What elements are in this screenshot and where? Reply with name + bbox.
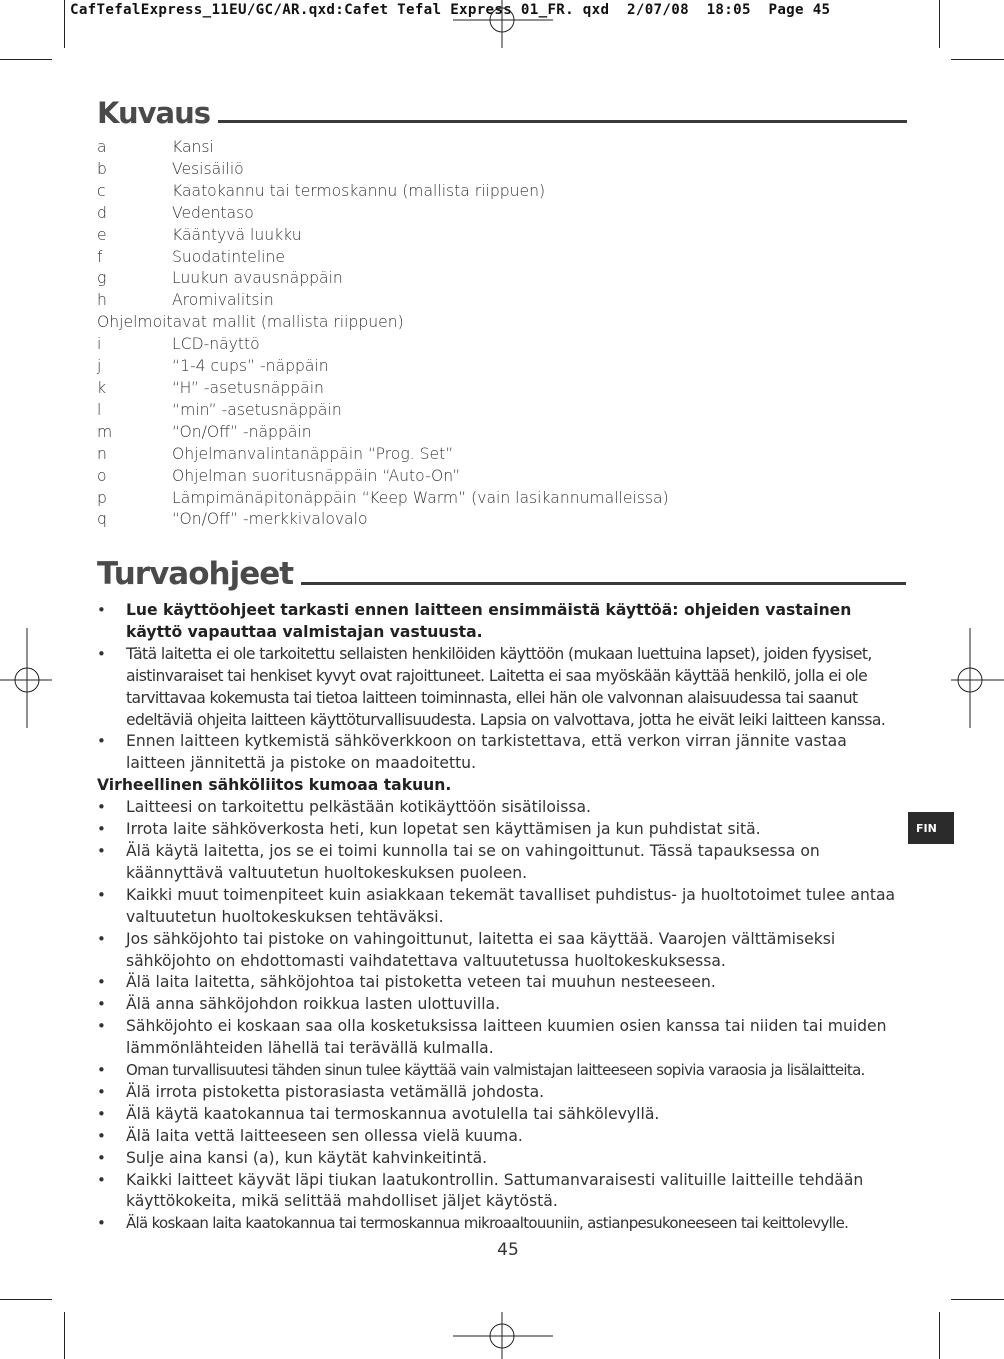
item-label: Vedentaso [172, 203, 254, 222]
list-item [97, 797, 909, 819]
print-slug-line: CafTefalExpress_11EU/GC/AR.qxd:Cafet Tefal Express 01_FR. qxd 2/07/08 18:05 Page 45 [70, 2, 831, 18]
item-label: “On/Off” -merkkivalovalo [172, 510, 368, 529]
list-item [97, 644, 909, 732]
bullet-icon: • [97, 1126, 106, 1145]
crop-mark [0, 1299, 52, 1300]
bullet-icon: • [97, 885, 106, 904]
item-key: e [97, 225, 107, 244]
item-label: Ohjelmanvalintanäppäin “Prog. Set” [172, 444, 454, 463]
list-item [97, 885, 909, 929]
list-item [97, 731, 909, 775]
bullet-icon: • [97, 601, 106, 619]
item-key: f [97, 247, 103, 266]
item-key: n [97, 444, 107, 463]
list-item [97, 600, 909, 644]
item-label: LCD-näyttö [172, 335, 260, 354]
list-item [97, 225, 897, 247]
section-title: Turvaohjeet [97, 556, 294, 592]
item-key: a [97, 138, 107, 156]
list-item [97, 334, 897, 356]
list-item [97, 466, 897, 488]
bullet-icon: • [97, 1214, 106, 1233]
list-item [97, 137, 897, 159]
crop-mark [939, 1312, 940, 1359]
item-key: d [97, 203, 107, 222]
list-item [97, 1126, 909, 1148]
bullet-icon: • [97, 732, 106, 751]
item-key: l [97, 400, 102, 419]
parts-list [97, 137, 897, 531]
item-text: Kaikki muut toimenpiteet kuin asiakkaan tekemät tavalliset puhdistus- ja huoltotoimet tulee antaa valtuutetun huoltokeskuksen tehtäväksi. [126, 885, 896, 926]
item-text: Älä käytä kaatokannua tai termoskannua avotulella tai sähkölevyllä. [126, 1104, 660, 1123]
item-text: Lue käyttöohjeet tarkasti ennen laitteen ensimmäistä käyttöä: ohjeiden vastainen käyttö vapauttaa valmistajan vastuusta. [126, 601, 852, 641]
item-label: Kansi [172, 138, 214, 156]
list-item [97, 488, 897, 510]
registration-mark-icon [453, 1312, 553, 1359]
list-item [97, 509, 897, 531]
item-label: Kaatokannu tai termoskannu (mallista riippuen) [172, 181, 546, 200]
bullet-icon: • [97, 1148, 106, 1167]
section-heading-description [97, 96, 907, 130]
list-item [97, 1060, 909, 1082]
item-text: Sulje aina kansi (a), kun käytät kahvinkeitintä. [126, 1148, 488, 1167]
language-tab: FIN [908, 812, 954, 844]
item-key: q [97, 510, 107, 529]
list-item [97, 1104, 909, 1126]
list-item [97, 1016, 909, 1060]
bullet-icon: • [97, 820, 106, 839]
section-title: Kuvaus [97, 96, 210, 130]
safety-list-top [97, 600, 909, 775]
item-label: Suodatinteline [172, 247, 285, 266]
item-text: Älä laita laitetta, sähköjohtoa tai pistoketta veteen tai muuhun nesteeseen. [126, 973, 716, 992]
item-label: Lämpimänäpitonäppäin “Keep Warm” (vain lasikannumalleissa) [172, 488, 669, 507]
item-text: Ennen laitteen kytkemistä sähköverkkoon on tarkistettava, että verkon virran jännite vastaa laitteen jännitettä ja pistoke on maadoitettu. [126, 732, 847, 773]
crop-mark [939, 0, 940, 48]
item-text: Kaikki laitteet käyvät läpi tiukan laatukontrollin. Sattumanvaraisesti valituille laitteille tehdään käyttökokeita, mikä selittää mahdolliset jäljet käytöstä. [126, 1170, 864, 1211]
item-text: Tätä laitetta ei ole tarkoitettu sellaisten henkilöiden käyttöön (mukaan luettuina lapset), joiden fyysiset, aistinvaraiset tai henkiset kyvyt ovat rajoittuneet. Laitetta ei saa myöskään käyttää henkilö, jolla ei ole tarvittavaa kokemusta tai tietoa laitteen toiminnasta, ellei hän ole valvonnan alaisuudessa tai saanut edeltäviä ohjeita laitteen käyttöturvallisuudesta. Lapsia on valvottava, jotta he eivät leiki laitteen kanssa. [126, 644, 886, 729]
item-text: Oman turvallisuutesi tähden sinun tulee käyttää vain valmistajan laitteeseen sopivia varaosia ja lisälaitteita. [126, 1061, 865, 1080]
item-text: Jos sähköjohto tai pistoke on vahingoittunut, laitetta ei saa käyttää. Vaarojen välttämiseksi sähköjohto on ehdottomasti vaihdatettava valtuutetussa huoltokeskuksessa. [126, 929, 836, 970]
list-item [97, 841, 909, 885]
item-label: “H” -asetusnäppäin [172, 378, 324, 397]
crop-mark [0, 59, 52, 60]
list-item [97, 356, 897, 378]
item-text: Irrota laite sähköverkosta heti, kun lopetat sen käyttämisen ja kun puhdistat sitä. [126, 820, 761, 839]
crop-mark [64, 1312, 65, 1359]
item-key: p [97, 488, 107, 507]
bullet-icon: • [97, 798, 106, 817]
list-item [97, 819, 909, 841]
list-item [97, 1170, 909, 1214]
safety-instructions [97, 600, 909, 1235]
list-item [97, 181, 897, 203]
item-label: “min” -asetusnäppäin [172, 400, 342, 419]
list-item [97, 994, 909, 1016]
list-item [97, 422, 897, 444]
list-item [97, 159, 897, 181]
item-text: Sähköjohto ei koskaan saa olla kosketuksissa laitteen kuumien osien kanssa tai niiden tai muiden lämmönlähteiden lähellä tai terävällä kulmalla. [126, 1017, 887, 1058]
crop-mark [951, 59, 1004, 60]
list-item [97, 1148, 909, 1170]
bullet-icon: • [97, 929, 106, 948]
item-label: Aromivalitsin [172, 291, 274, 310]
list-item [97, 268, 897, 290]
list-item [97, 312, 897, 334]
list-item [97, 203, 897, 225]
item-label: Kääntyvä luukku [172, 225, 302, 244]
list-item [97, 972, 909, 994]
item-text: Älä laita vettä laitteeseen sen ollessa vielä kuuma. [126, 1126, 523, 1145]
bullet-icon: • [97, 1170, 106, 1189]
heading-rule [218, 120, 907, 123]
heading-rule [301, 582, 906, 585]
bullet-icon: • [97, 1017, 106, 1036]
bullet-icon: • [97, 841, 106, 860]
registration-mark-icon [453, 0, 553, 48]
page-number: 45 [497, 1240, 519, 1260]
item-key: b [97, 159, 107, 178]
item-text: Laitteesi on tarkoitettu pelkästään kotikäyttöön sisätiloissa. [126, 798, 592, 817]
item-label: Vesisäiliö [172, 159, 244, 178]
item-key: c [97, 181, 106, 200]
item-text: Älä käytä laitetta, jos se ei toimi kunnolla tai se on vahingoittunut. Tässä tapauksessa on käännyttävä valtuutetun huoltokeskuksen puoleen. [126, 841, 820, 882]
list-item [97, 1082, 909, 1104]
crop-mark [64, 0, 65, 48]
bullet-icon: • [97, 644, 106, 663]
item-key: m [97, 422, 113, 441]
item-label: Ohjelman suoritusnäppäin “Auto-On” [172, 466, 461, 485]
registration-mark-icon [0, 628, 52, 728]
item-key: g [97, 269, 107, 288]
bullet-icon: • [97, 973, 106, 992]
list-item [97, 378, 897, 400]
item-key: h [97, 291, 107, 310]
crop-mark [951, 1299, 1004, 1300]
bullet-icon: • [97, 1061, 106, 1080]
registration-mark-icon [951, 628, 1004, 728]
item-text: Älä koskaan laita kaatokannua tai termoskannua mikroaaltouuniin, astianpesukoneeseen tai keittolevylle. [126, 1214, 849, 1233]
list-item [97, 290, 897, 312]
item-key: j [97, 357, 102, 376]
item-key: k [97, 378, 107, 397]
item-key: o [97, 466, 107, 485]
list-item [97, 444, 897, 466]
list-item [97, 247, 897, 269]
item-label: “On/Off” -näppäin [172, 422, 312, 441]
item-label: Ohjelmoitavat mallit (mallista riippuen) [97, 313, 404, 332]
bullet-icon: • [97, 995, 106, 1014]
list-item [97, 929, 909, 973]
item-label: Luukun avausnäppäin [172, 269, 343, 288]
bullet-icon: • [97, 1082, 106, 1101]
bullet-icon: • [97, 1104, 106, 1123]
safety-list-bottom [97, 797, 909, 1235]
item-key: i [97, 335, 102, 354]
warranty-warning: Virheellinen sähköliitos kumoaa takuun. [97, 776, 452, 795]
list-item [97, 1213, 909, 1235]
item-text: Älä irrota pistoketta pistorasiasta vetämällä johdosta. [126, 1082, 545, 1101]
section-heading-safety [97, 556, 906, 592]
list-item [97, 400, 897, 422]
item-text: Älä anna sähköjohdon roikkua lasten ulottuvilla. [126, 995, 501, 1014]
item-label: “1-4 cups” -näppäin [172, 357, 329, 376]
